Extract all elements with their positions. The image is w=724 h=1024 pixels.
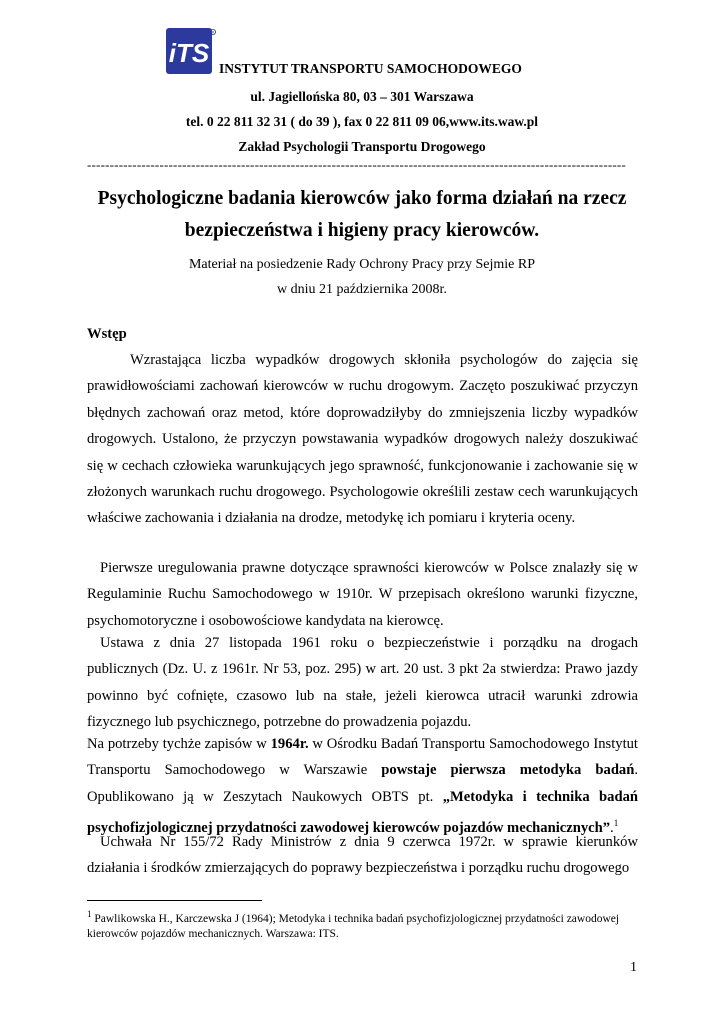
paragraph-3: Ustawa z dnia 27 listopada 1961 roku o bezpieczeństwie i porządku na drogach publicznych (Dz. U. z 1961r. Nr 53, poz. 295) w art. 20 ust. 3 pkt 2a stwierdza: Prawo jazdy powinno być cofnięte, czasowo lub na stałe, jeżeli kierowca utracił warunki zdrowia fizycznego lub psychicznego, potrzebne do prowadzenia pojazdu. [87, 635, 638, 731]
document-title-line1: Psychologiczne badania kierowców jako forma działań na rzecz [97, 188, 627, 209]
institute-name: INSTYTUT TRANSPORTU SAMOCHODOWEGO [219, 61, 522, 76]
document-title-line2: bezpieczeństwa i higieny pracy kierowców. [184, 220, 540, 241]
paragraph-1: Wzrastająca liczba wypadków drogowych skłoniła psychologów do zajęcia się prawidłowościami zachowań kierowców w ruchu drogowym. Zaczęto poszukiwać przyczyn błędnych zachowań oraz metod, które doprowadziłyby do zmniejszenia liczby wypadków drogowych. Ustalono, że przyczyn powstawania wypadków drogowych należy doszukiwać się w cechach człowieka warunkujących jego sprawność, funkcjonowanie i zachowanie się w złożonych warunkach ruchu drogowego. Psychologowie określili zestaw cech warunkujących właściwe zachowania i działania na drodze, metodykę ich pomiaru i kryteria oceny. [87, 352, 638, 527]
page-number: 1 [630, 960, 637, 975]
department-name: Zakład Psychologii Transportu Drogowego [238, 139, 486, 154]
footnote-reference[interactable]: 1 [613, 818, 619, 829]
institute-address: ul. Jagiellońska 80, 03 – 301 Warszawa [250, 89, 474, 104]
its-logo [166, 28, 216, 76]
header-separator: ----------------------------------------------------------------------------------------------------------------------- [87, 158, 626, 172]
document-subtitle-2: w dniu 21 października 2008r. [277, 282, 447, 297]
footnote: $^1$ Pawlikowska H., Karczewska J (1964); Metodyka i technika badań psychofizjologicznej przydatności zawodowej kierowców pojazdów mechanicznych. Warszawa: ITS. [87, 909, 620, 940]
section-heading: Wstęp [87, 326, 127, 342]
paragraph-4: Na potrzeby tychże zapisów w 1964r. w Ośrodku Badań Transportu Samochodowego Instytut Transportu Samochodowego w Warszawie powstaje pierwsza metodyka badań. Opublikowano ją w Zeszytach Naukowych OBTS pt. „Metodyka i technika badań psychofizjologicznej przydatności zawodowej kierowców pojazdów mechanicznych”.$^1$ [87, 736, 639, 837]
footnote-divider [87, 900, 262, 901]
institute-contact: tel. 0 22 811 32 31 ( do 39 ), fax 0 22 811 09 06,www.its.waw.pl [185, 114, 539, 129]
document-subtitle-1: Materiał na posiedzenie Rady Ochrony Pracy przy Sejmie RP [188, 257, 535, 272]
svg-text:R: R [211, 30, 215, 35]
paragraph-2: Pierwsze uregulowania prawne dotyczące sprawności kierowców w Polsce znalazły się w Regulaminie Ruchu Samochodowego w 1910r. W przepisach określono warunki fizyczne, psychomotoryczne i osobowościowe kandydata na kierowcę. [87, 560, 638, 629]
its-logo-text: iTS [168, 38, 210, 68]
paragraph-5: Uchwała Nr 155/72 Rady Ministrów z dnia 9 czerwca 1972r. w sprawie kierunków działania i środków zmierzających do poprawy bezpieczeństwa i porządku ruchu drogowego [87, 834, 638, 877]
